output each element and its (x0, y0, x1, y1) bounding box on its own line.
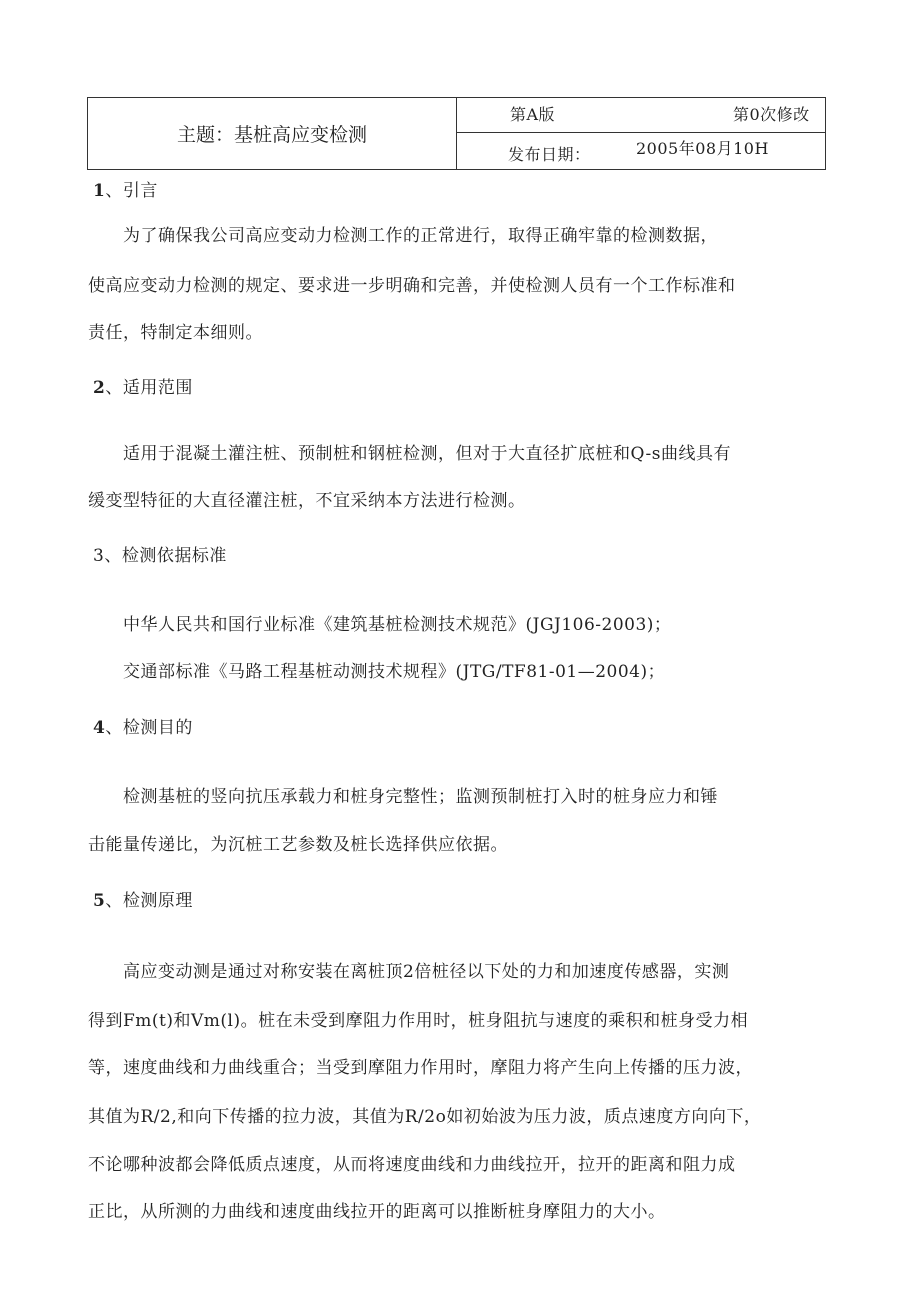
section-2-line: 适用于混凝土灌注桩、预制桩和钢桩检测，但对于大直径扩底桩和Q-s曲线具有 (88, 444, 732, 464)
section-heading-2: 2、适用范围 (93, 378, 193, 398)
section-5-line: 其值为R/2,和向下传播的拉力波，其值为R/2o如初始波为压力波，质点速度方向向下， (88, 1107, 762, 1127)
section-3-line: 交通部标准《马路工程基桩动测技术规程》(JTG/TF81-01—2004)； (88, 662, 666, 682)
section-1-line: 责任，特制定本细则。 (88, 323, 263, 343)
section-2-line: 缓变型特征的大直径灌注桩，不宜采纳本方法进行检测。 (88, 491, 526, 511)
section-heading-4: 4、检测目的 (93, 718, 193, 738)
section-heading-1: 1、引言 (93, 181, 158, 201)
section-heading-5: 5、检测原理 (93, 891, 193, 911)
header-divider-horizontal (456, 132, 825, 133)
section-5-line: 不论哪种波都会降低质点速度，从而将速度曲线和力曲线拉开，拉开的距离和阻力成 (88, 1155, 736, 1175)
revision-label: 第0次修改 (733, 105, 810, 124)
section-heading-3: 3、检测依据标准 (93, 546, 227, 566)
section-1-line: 为了确保我公司高应变动力检测工作的正常进行，取得正确牢靠的检测数据， (88, 226, 718, 246)
section-1-line: 使高应变动力检测的规定、要求进一步明确和完善，并使检测人员有一个工作标准和 (88, 276, 736, 296)
release-date-label: 发布日期： (508, 145, 591, 164)
header-divider-vertical (456, 98, 457, 169)
section-5-line: 等，速度曲线和力曲线重合；当受到摩阻力作用时，摩阻力将产生向上传播的压力波， (88, 1058, 753, 1078)
document-subject: 主题：基桩高应变检测 (176, 124, 367, 146)
section-4-line: 击能量传递比，为沉桩工艺参数及桩长选择供应依据。 (88, 835, 508, 855)
section-4-line: 检测基桩的竖向抗压承载力和桩身完整性；监测预制桩打入时的桩身应力和锤 (88, 787, 718, 807)
section-5-line: 得到Fm(t)和Vm(l)。桩在未受到摩阻力作用时，桩身阻抗与速度的乘积和桩身受力相 (88, 1011, 749, 1031)
section-5-line: 高应变动测是通过对称安装在离桩顶2倍桩径以下处的力和加速度传感器，实测 (88, 962, 730, 982)
release-date-value: 2005年08月10H (636, 139, 769, 158)
version-label: 第A版 (510, 105, 556, 124)
section-3-line: 中华人民共和国行业标准《建筑基桩检测技术规范》(JGJ106-2003)； (88, 615, 672, 635)
section-5-line: 正比，从所测的力曲线和速度曲线拉开的距离可以推断桩身摩阻力的大小。 (88, 1202, 666, 1222)
document-header-table (87, 97, 826, 170)
